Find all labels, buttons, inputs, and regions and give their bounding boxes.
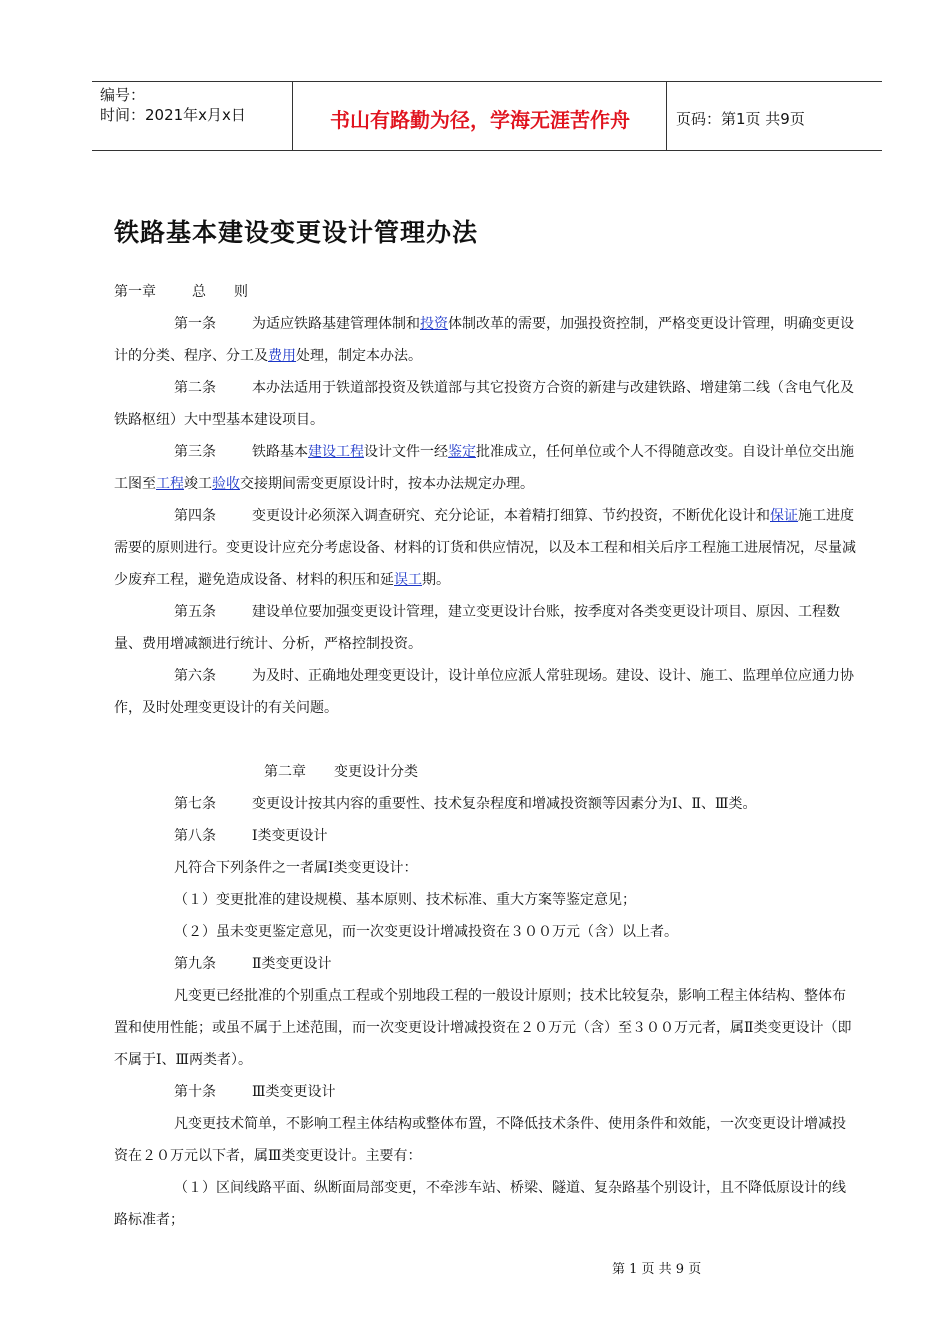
link-guarantee[interactable]: 保证 — [770, 508, 798, 524]
link-investment[interactable]: 投资 — [420, 316, 448, 332]
header-page-number: 页码：第1页 共9页 — [676, 110, 805, 128]
header-divider — [666, 82, 667, 150]
article-6: 第六条 为及时、正确地处理变更设计，设计单位应派人常驻现场。建设、设计、施工、监理单位应通力协作，及时处理变更设计的有关问题。 — [114, 668, 854, 716]
page-header — [92, 81, 882, 151]
article-9: 第九条 Ⅱ类变更设计 — [174, 956, 332, 972]
time-label: 时间：2021年x月x日 — [100, 106, 246, 124]
header-motto: 书山有路勤为径，学海无涯苦作舟 — [330, 108, 630, 132]
article-3: 第三条 铁路基本建设工程设计文件一经鉴定批准成立，任何单位或个人不得随意改变。自设计单位交出施工图至工程竣工验收交接期间需变更原设计时，按本办法规定办理。 — [114, 444, 854, 492]
article-5: 第五条 建设单位要加强变更设计管理，建立变更设计台账，按季度对各类变更设计项目、原因、工程数量、费用增减额进行统计、分析，严格控制投资。 — [114, 604, 840, 652]
article-8: 第八条 Ⅰ类变更设计 — [174, 828, 328, 844]
spacer — [114, 724, 859, 756]
document-title: 铁路基本建设变更设计管理办法 — [114, 218, 479, 247]
article-10-body: 凡变更技术简单，不影响工程主体结构或整体布置，不降低技术条件、使用条件和效能，一次变更设计增减投资在２０万元以下者，属Ⅲ类变更设计。主要有： — [114, 1116, 846, 1164]
article-8-intro: 凡符合下列条件之一者属Ⅰ类变更设计： — [174, 860, 418, 876]
link-delay[interactable]: 误工 — [394, 572, 422, 588]
header-divider — [292, 82, 293, 150]
link-cost[interactable]: 费用 — [268, 348, 296, 364]
code-label: 编号： — [100, 86, 146, 104]
article-8-item-2: （２）虽未变更鉴定意见，而一次变更设计增减投资在３００万元（含）以上者。 — [174, 924, 678, 940]
article-1: 第一条 为适应铁路基建管理体制和投资体制改革的需要，加强投资控制，严格变更设计管理，明确变更设计的分类、程序、分工及费用处理，制定本办法。 — [114, 316, 854, 364]
link-project[interactable]: 工程 — [156, 476, 184, 492]
link-appraisal[interactable]: 鉴定 — [448, 444, 476, 460]
link-acceptance[interactable]: 验收 — [212, 476, 240, 492]
link-construction-project[interactable]: 建设工程 — [308, 444, 364, 460]
footer-page-number: 第 1 页 共 9 页 — [612, 1262, 702, 1277]
article-9-body: 凡变更已经批准的个别重点工程或个别地段工程的一般设计原则；技术比较复杂，影响工程主体结构、整体布置和使用性能；或虽不属于上述范围，而一次变更设计增减投资在２０万元（含）至３００万元者，属Ⅱ类变更设计（即不属于Ⅰ、Ⅲ两类者）。 — [114, 988, 852, 1068]
document-body — [114, 276, 859, 1236]
article-10-item-1: （１）区间线路平面、纵断面局部变更，不牵涉车站、桥梁、隧道、复杂路基个别设计，且不降低原设计的线路标准者； — [114, 1180, 846, 1228]
chapter-2-heading: 第二章 变更设计分类 — [264, 764, 418, 780]
article-10: 第十条 Ⅲ类变更设计 — [174, 1084, 336, 1100]
article-4: 第四条 变更设计必须深入调查研究、充分论证，本着精打细算、节约投资，不断优化设计和保证施工进度需要的原则进行。变更设计应充分考虑设备、材料的订货和供应情况，以及本工程和相关后序工程施工进展情况，尽量减少废弃工程，避免造成设备、材料的积压和延误工期。 — [114, 508, 856, 588]
article-8-item-1: （１）变更批准的建设规模、基本原则、技术标准、重大方案等鉴定意见； — [174, 892, 636, 908]
article-7: 第七条 变更设计按其内容的重要性、技术复杂程度和增减投资额等因素分为Ⅰ、Ⅱ、Ⅲ类。 — [174, 796, 757, 812]
chapter-1-heading: 第一章 总 则 — [114, 284, 248, 300]
article-2: 第二条 本办法适用于铁道部投资及铁道部与其它投资方合资的新建与改建铁路、增建第二线（含电气化及铁路枢纽）大中型基本建设项目。 — [114, 380, 854, 428]
header-meta — [100, 85, 246, 125]
